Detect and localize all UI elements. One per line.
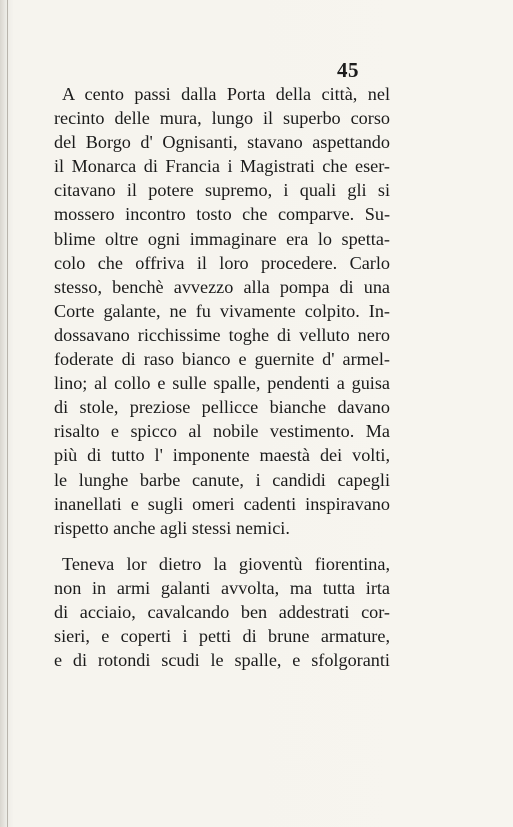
text-line: stesso, benchè avvezzo alla pompa di una (54, 276, 390, 297)
text-line: foderate di raso bianco e guernite d' armel- (54, 349, 390, 370)
text-line: recinto delle mura, lungo il superbo corso (54, 108, 390, 129)
text-line: mossero incontro tosto che comparve. Su- (54, 204, 390, 225)
text-line: di stole, preziose pellicce bianche davano (54, 397, 390, 418)
page-gutter (7, 0, 8, 827)
text-line: inanellati e sugli omeri cadenti inspiravano (54, 493, 390, 514)
text-line: blime oltre ogni immaginare era lo spetta- (54, 228, 390, 249)
text-line: di acciaio, cavalcando ben addestrati cor- (54, 601, 390, 622)
text-line: e di rotondi scudi le spalle, e sfolgoranti (54, 650, 390, 671)
paragraph-gap (54, 540, 390, 552)
text-line: del Borgo d' Ognisanti, stavano aspettando (54, 132, 390, 153)
text-line: A cento passi dalla Porta della città, nel (62, 84, 390, 104)
text-line: più di tutto l' imponente maestà dei volti, (54, 445, 390, 466)
text-line: lino; al collo e sulle spalle, pendenti a guisa (54, 373, 390, 394)
page-number: 45 (337, 58, 359, 82)
text-line: il Monarca di Francia i Magistrati che eser- (54, 156, 390, 177)
text-line: citavano il potere supremo, i quali gli si (54, 180, 390, 201)
text-line: dossavano ricchissime toghe di velluto nero (54, 324, 390, 345)
text-line: Corte galante, ne fu vivamente colpito. In- (54, 300, 390, 321)
paragraph-2 (54, 552, 390, 672)
body-text (54, 82, 390, 672)
text-line: risalto e spicco al nobile vestimento. Ma (54, 421, 390, 442)
text-line: Teneva lor dietro la gioventù fiorentina, (62, 553, 390, 574)
text-line: sieri, e coperti i petti di brune armature, (54, 626, 390, 647)
paragraph-1 (54, 82, 390, 540)
text-line: le lunghe barbe canute, i candidi capegli (54, 469, 390, 490)
text-line: colo che offriva il loro procedere. Carlo (54, 252, 390, 273)
text-line: non in armi galanti avvolta, ma tutta irta (54, 577, 390, 598)
text-line: rispetto anche agli stessi nemici. (54, 517, 290, 538)
